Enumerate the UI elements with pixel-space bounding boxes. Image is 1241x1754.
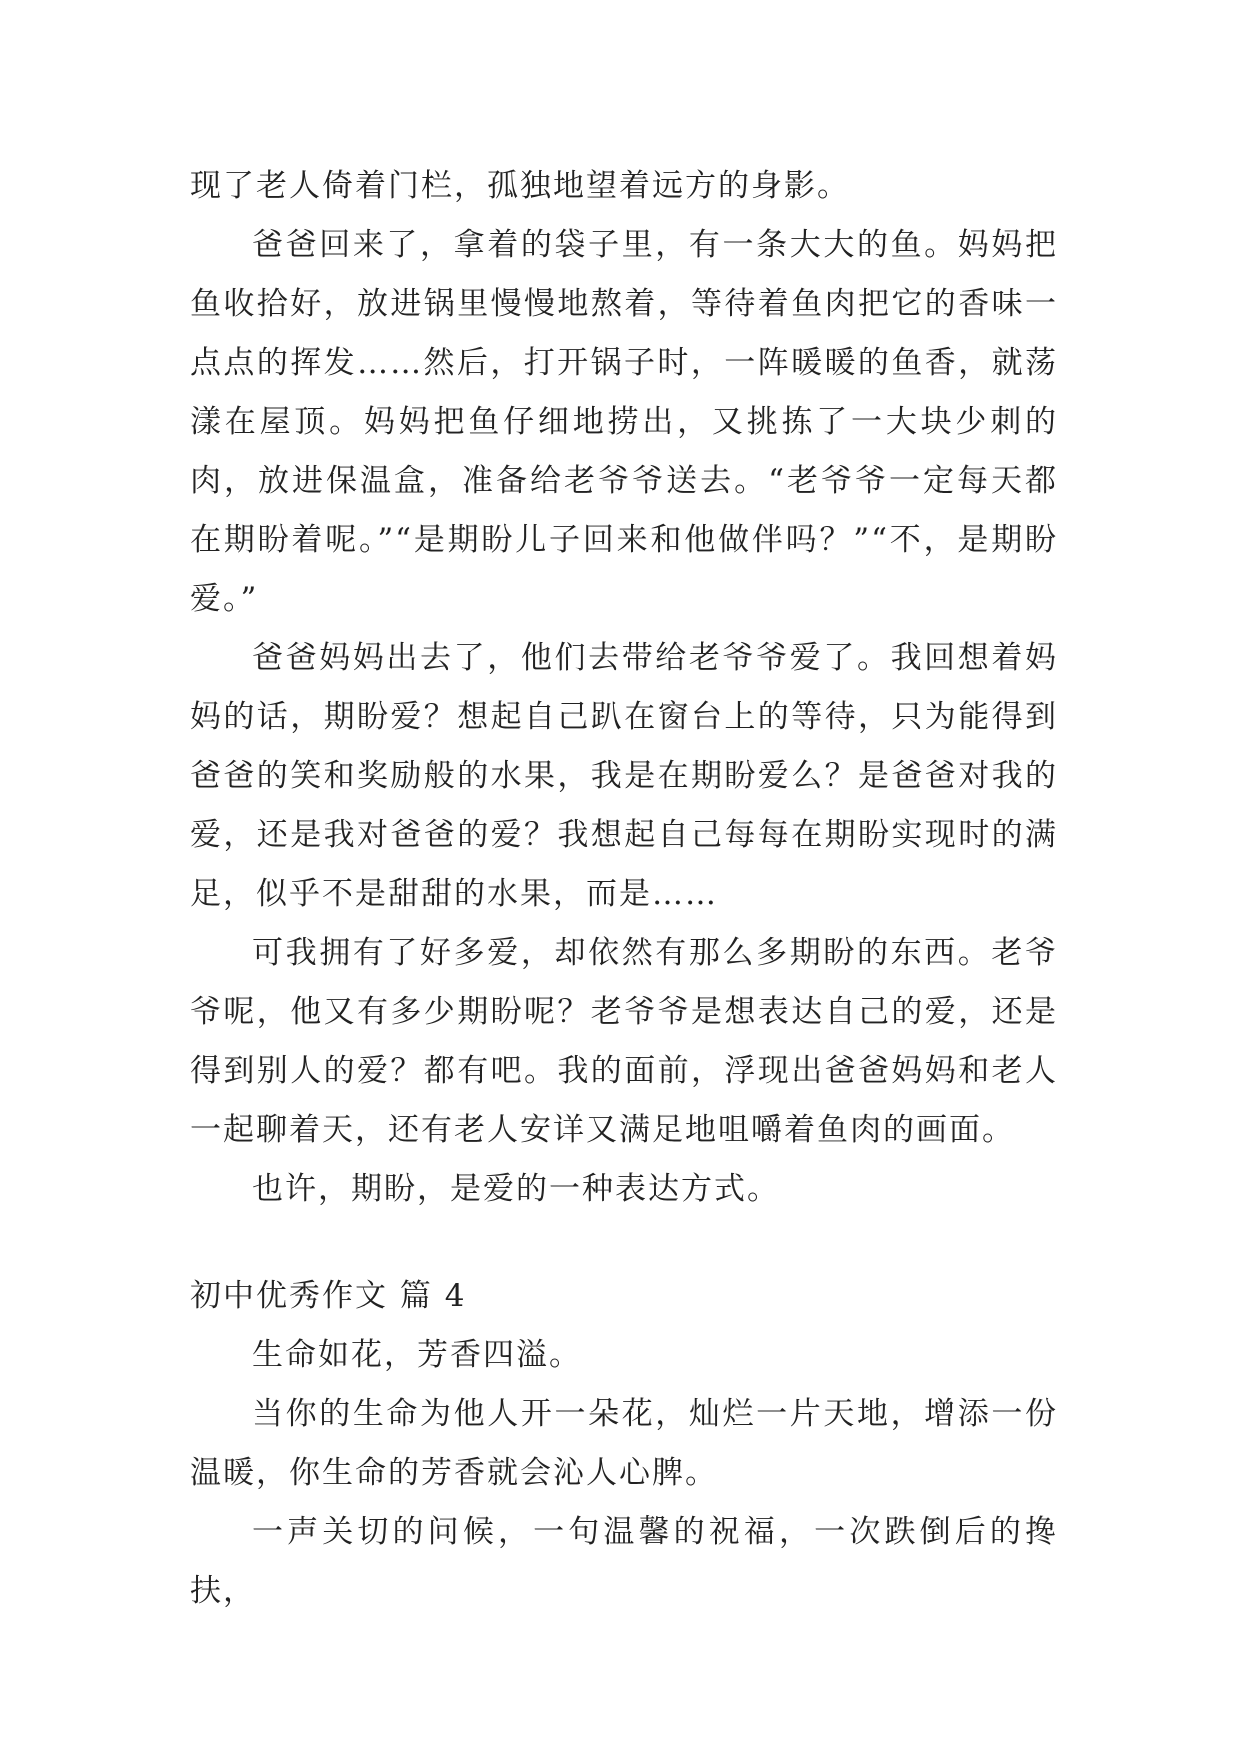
- document-body: [190, 157, 1058, 1621]
- paragraph: 当你的生命为他人开一朵花，灿烂一片天地，增添一份温暖，你生命的芳香就会沁人心脾。: [190, 1396, 1058, 1491]
- paragraph: 爸爸妈妈出去了，他们去带给老爷爷爱了。我回想着妈妈的话，期盼爱？想起自己趴在窗台上的等待，只为能得到爸爸的笑和奖励般的水果，我是在期盼爱么？是爸爸对我的爱，还是我对爸爸的爱？我想起自己每每在期盼实现时的满足，似乎不是甜甜的水果，而是……: [190, 640, 1058, 912]
- paragraph: 一声关切的问候，一句温馨的祝福，一次跌倒后的搀扶，: [190, 1514, 1058, 1609]
- paragraph: 现了老人倚着门栏，孤独地望着远方的身影。: [190, 168, 850, 204]
- paragraph: 可我拥有了好多爱，却依然有那么多期盼的东西。老爷爷呢，他又有多少期盼呢？老爷爷是想表达自己的爱，还是得到别人的爱？都有吧。我的面前，浮现出爸爸妈妈和老人一起聊着天，还有老人安详又满足地咀嚼着鱼肉的画面。: [190, 935, 1058, 1148]
- paragraph: 爸爸回来了，拿着的袋子里，有一条大大的鱼。妈妈把鱼收拾好，放进锅里慢慢地熬着，等待着鱼肉把它的香味一点点的挥发……然后，打开锅子时，一阵暖暖的鱼香，就荡漾在屋顶。妈妈把鱼仔细地捞出，又挑拣了一大块少刺的肉，放进保温盒，准备给老爷爷送去。“老爷爷一定每天都在期盼着呢。”“是期盼儿子回来和他做伴吗？”“不，是期盼爱。”: [190, 227, 1058, 617]
- paragraph: 生命如花，芳香四溢。: [252, 1337, 582, 1373]
- paragraph: 也许，期盼，是爱的一种表达方式。: [252, 1171, 780, 1207]
- section-heading: 初中优秀作文 篇 4: [190, 1278, 467, 1314]
